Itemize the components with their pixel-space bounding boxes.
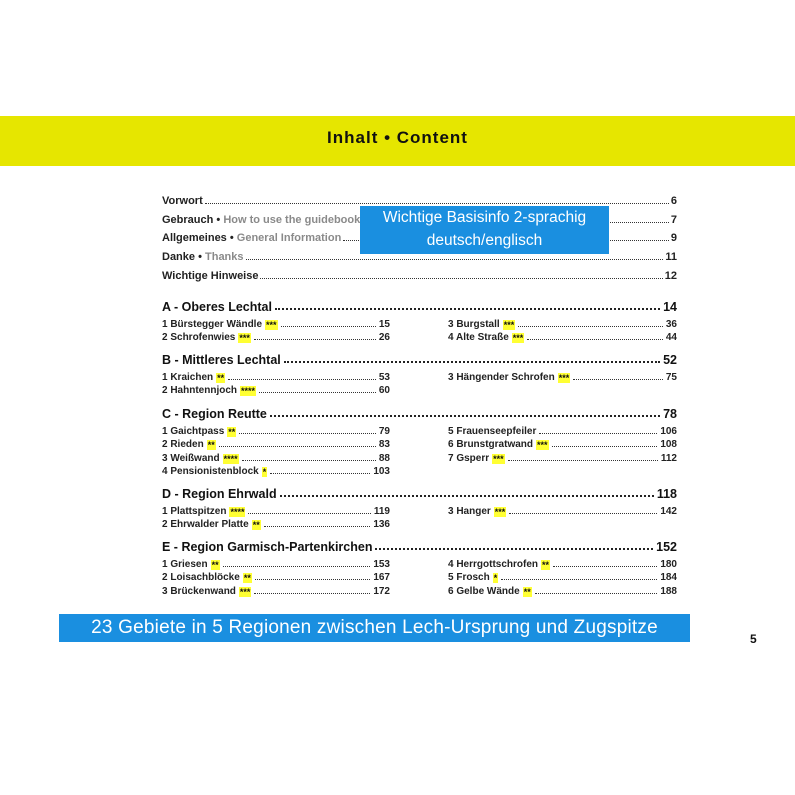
dot-leader (539, 433, 657, 434)
dot-leader (509, 513, 657, 514)
dot-leader (552, 446, 658, 447)
region-heading (162, 298, 677, 314)
dot-leader (264, 526, 371, 527)
rating-stars: ** (542, 560, 550, 570)
area-name: 2 Hahntennjoch (162, 385, 238, 397)
area-name: 3 Weißwand (162, 452, 220, 464)
basisinfo-callout (360, 206, 609, 254)
area-name: 3 Brückenwand (162, 585, 236, 597)
area-page: 88 (378, 452, 390, 464)
intro-entry (162, 268, 677, 282)
intro-entry-de: Danke (162, 251, 196, 263)
dot-leader (259, 392, 376, 393)
climbing-area-entry (162, 437, 390, 450)
area-name: 2 Ehrwalder Platte (162, 519, 249, 531)
rating-stars: *** (239, 333, 250, 344)
area-page: 53 (378, 372, 390, 383)
area-page: 142 (660, 506, 677, 517)
dot-leader (284, 361, 660, 363)
intro-entry-de: Allgemeines (162, 232, 227, 244)
intro-entry-page: 12 (664, 270, 677, 282)
area-name: 4 Herrgottschrofen (448, 559, 539, 570)
dot-leader (242, 460, 376, 461)
dot-leader (270, 415, 660, 417)
area-name: 5 Frosch (448, 572, 490, 584)
area-page: 188 (660, 585, 677, 597)
climbing-area-entry (448, 437, 677, 450)
dot-leader (535, 593, 658, 594)
area-page: 180 (660, 559, 677, 570)
area-name: 2 Schrofenwies (162, 332, 236, 344)
dot-leader (254, 593, 370, 594)
intro-entry-page: 6 (670, 195, 677, 207)
region-title: E - Region Garmisch-Partenkirchen (162, 540, 373, 554)
intro-entry-label (162, 251, 244, 263)
climbing-area-entry (448, 504, 677, 517)
area-page: 79 (378, 426, 390, 437)
region-title: D - Region Ehrwald (162, 487, 277, 501)
area-name: 2 Loisachblöcke (162, 572, 240, 584)
dot-leader (228, 379, 376, 380)
climbing-area-entry (162, 557, 390, 570)
climbing-area-entry (448, 451, 677, 464)
rating-stars: *** (537, 440, 548, 451)
dot-leader (501, 579, 657, 580)
area-name: 1 Plattspitzen (162, 506, 227, 517)
intro-entry-en: How to use the guidebook (223, 214, 361, 226)
intro-entry-label (162, 232, 341, 244)
area-page: 184 (660, 572, 677, 584)
climbing-area-entry (448, 317, 677, 330)
intro-entry-separator: • (226, 232, 237, 244)
climbing-area-entry (448, 424, 677, 437)
rating-stars: *** (266, 320, 277, 330)
dot-leader (281, 326, 376, 327)
area-page: 36 (665, 319, 677, 330)
dot-leader (275, 308, 660, 310)
rating-stars: ** (217, 373, 225, 383)
dot-leader (375, 548, 653, 550)
climbing-area-entry (162, 317, 390, 330)
basisinfo-line-1: Wichtige Basisinfo 2-sprachig (382, 209, 587, 226)
intro-entry-label (162, 270, 258, 282)
climbing-area-entry (448, 584, 677, 597)
region-heading (162, 351, 677, 367)
rating-stars: * (262, 466, 267, 477)
area-page: 108 (660, 439, 677, 451)
intro-entry-en: Thanks (205, 251, 244, 263)
climbing-area-entry (162, 517, 390, 530)
climbing-area-entry (162, 464, 390, 477)
dot-leader (254, 339, 376, 340)
dot-leader (280, 495, 654, 497)
rating-stars: *** (512, 333, 524, 344)
area-page: 60 (378, 385, 390, 397)
dot-leader (223, 566, 371, 567)
intro-entry-label (162, 195, 203, 207)
climbing-area-entry (162, 570, 390, 583)
intro-entry-de: Vorwort (162, 195, 203, 207)
area-name: 3 Burgstall (448, 319, 500, 330)
area-name: 1 Bürstegger Wändle (162, 319, 263, 330)
dot-leader (219, 446, 376, 447)
region-page: 118 (656, 487, 677, 501)
intro-entry-label (162, 214, 360, 226)
basisinfo-line-2: deutsch/englisch (426, 232, 543, 249)
region-title: B - Mittleres Lechtal (162, 353, 281, 367)
area-page: 106 (660, 426, 677, 437)
area-page: 15 (378, 319, 390, 330)
rating-stars: ** (228, 427, 236, 437)
dot-leader (518, 326, 663, 327)
region-page: 14 (663, 300, 677, 314)
rating-stars: ** (243, 573, 251, 584)
area-page: 112 (660, 452, 677, 464)
area-name: 5 Frauenseepfeiler (448, 426, 537, 437)
rating-stars: ** (252, 520, 260, 531)
intro-entry-de: Wichtige Hinweise (162, 270, 259, 282)
area-page: 75 (665, 372, 677, 383)
area-page: 103 (373, 465, 390, 477)
climbing-area-entry (448, 330, 677, 343)
area-name: 1 Griesen (162, 559, 208, 570)
area-page: 136 (373, 519, 390, 531)
climbing-area-entry (448, 370, 677, 383)
rating-stars: *** (239, 586, 251, 597)
rating-stars: *** (558, 373, 570, 383)
rating-stars: **** (230, 507, 245, 517)
area-page: 153 (373, 559, 390, 570)
dot-leader (553, 566, 657, 567)
climbing-area-entry (162, 370, 390, 383)
region-heading (162, 405, 677, 421)
page-title: Inhalt • Content (327, 128, 468, 147)
climbing-area-entry (448, 557, 677, 570)
dot-leader (260, 278, 662, 279)
region-title: A - Oberes Lechtal (162, 300, 272, 314)
rating-stars: *** (503, 320, 515, 330)
dot-leader (248, 513, 370, 514)
page-number: 5 (750, 632, 757, 646)
area-name: 2 Rieden (162, 439, 204, 451)
intro-entry-page: 11 (665, 251, 677, 263)
climbing-area-entry (448, 570, 677, 583)
area-name: 7 Gsperr (448, 452, 490, 464)
area-name: 4 Pensionistenblock (162, 465, 259, 477)
area-name: 6 Brunstgratwand (448, 439, 534, 451)
area-page: 172 (373, 585, 390, 597)
climbing-area-entry (162, 330, 390, 343)
intro-entry-page: 7 (670, 214, 677, 226)
area-page: 44 (665, 332, 677, 344)
region-page: 152 (656, 540, 677, 554)
intro-entry-en: General Information (236, 232, 342, 244)
climbing-area-entry (162, 424, 390, 437)
intro-entry (162, 193, 677, 207)
rating-stars: *** (494, 507, 506, 517)
dot-leader (508, 460, 658, 461)
dot-leader (270, 473, 370, 474)
dot-leader (527, 339, 663, 340)
area-name: 1 Gaichtpass (162, 426, 225, 437)
climbing-area-entry (162, 504, 390, 517)
region-heading (162, 538, 677, 554)
region-heading (162, 485, 677, 501)
area-name: 4 Alte Straße (448, 332, 509, 344)
rating-stars: * (493, 573, 498, 584)
intro-entry-page: 9 (670, 232, 677, 244)
region-page: 52 (663, 353, 677, 367)
dot-leader (239, 433, 376, 434)
dot-leader (573, 379, 663, 380)
rating-stars: **** (223, 453, 238, 464)
dot-leader (246, 259, 664, 260)
intro-entry-separator: • (195, 251, 205, 263)
climbing-area-entry (162, 451, 390, 464)
region-page: 78 (663, 407, 677, 421)
rating-stars: ** (523, 586, 531, 597)
area-page: 119 (373, 506, 390, 517)
intro-entry-de: Gebrauch (162, 214, 214, 226)
climbing-area-entry (162, 383, 390, 396)
region-title: C - Region Reutte (162, 407, 267, 421)
climbing-area-entry (162, 584, 390, 597)
dot-leader (255, 579, 370, 580)
area-name: 1 Kraichen (162, 372, 214, 383)
area-name: 3 Hanger (448, 506, 491, 517)
rating-stars: **** (241, 386, 256, 397)
rating-stars: *** (493, 453, 504, 464)
area-page: 26 (378, 332, 390, 344)
area-page: 167 (373, 572, 390, 584)
intro-entry-separator: • (213, 214, 224, 226)
gebiete-callout: 23 Gebiete in 5 Regionen zwischen Lech-Ursprung und Zugspitze (59, 614, 690, 642)
rating-stars: ** (207, 440, 215, 451)
area-name: 3 Hängender Schrofen (448, 372, 555, 383)
rating-stars: ** (211, 560, 219, 570)
area-name: 6 Gelbe Wände (448, 585, 520, 597)
dot-leader (205, 203, 669, 204)
area-page: 83 (378, 439, 390, 451)
